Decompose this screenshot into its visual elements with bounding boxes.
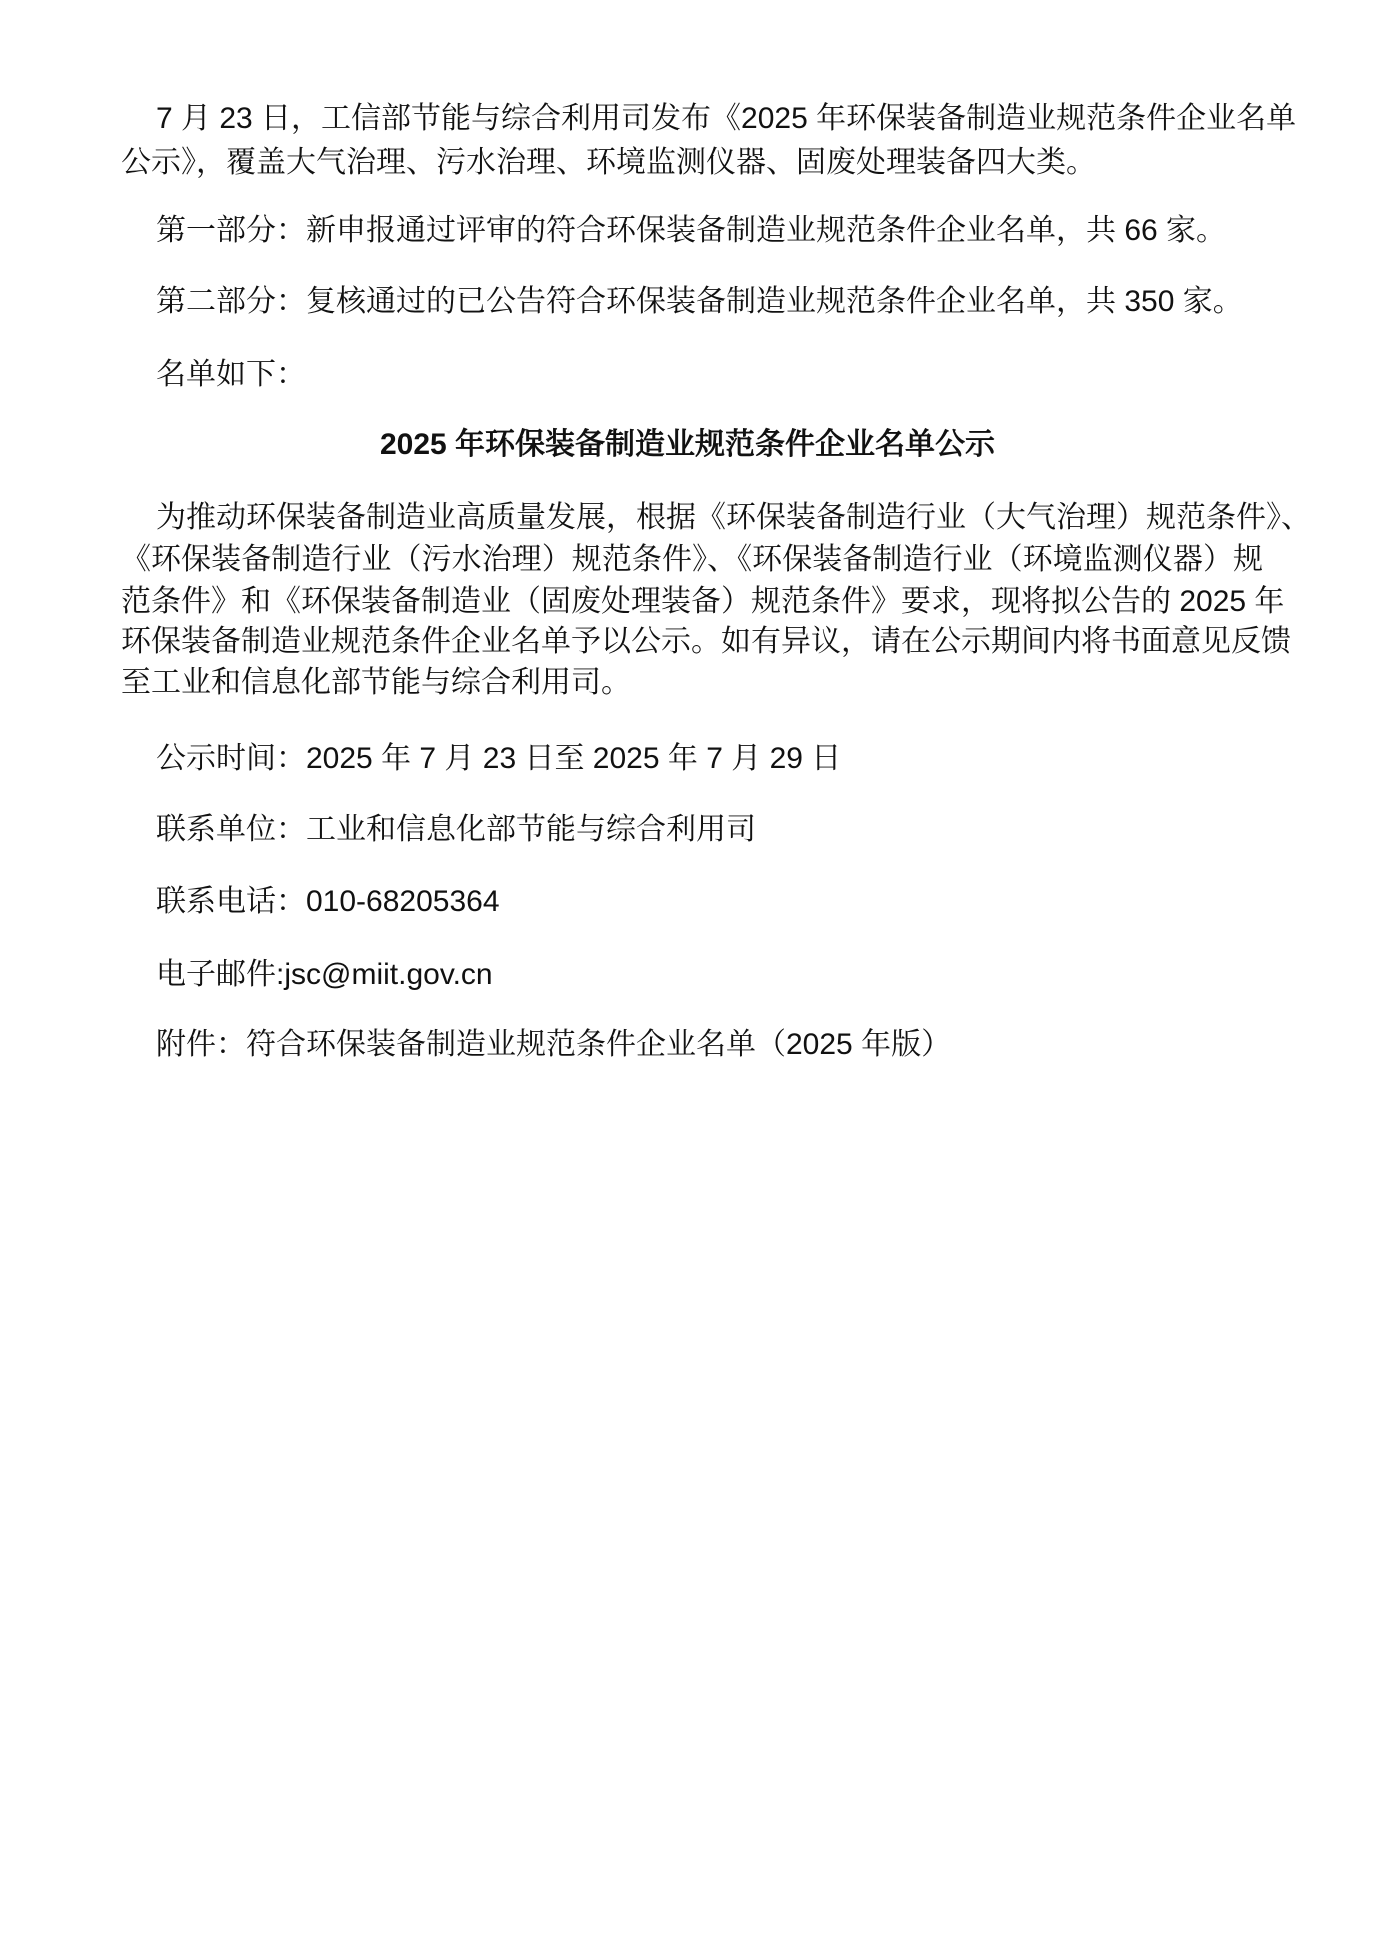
notice-line-1: 为推动环保装备制造业高质量发展，根据《环保装备制造行业（大气治理）规范条件》、 [156, 501, 1311, 534]
notice-line-2: 《环保装备制造行业（污水治理）规范条件》、《环保装备制造行业（环境监测仪器）规 [121, 543, 1263, 576]
notice-line-4: 环保装备制造业规范条件企业名单予以公示。如有异议，请在公示期间内将书面意见反馈 [121, 625, 1291, 658]
contact-unit: 联系单位：工业和信息化部节能与综合利用司 [156, 813, 756, 846]
part-two-text: 第二部分：复核通过的已公告符合环保装备制造业规范条件企业名单，共 350 家。 [156, 285, 1243, 318]
attachment-text: 附件：符合环保装备制造业规范条件企业名单（2025 年版） [156, 1028, 952, 1061]
list-intro-text: 名单如下： [156, 358, 306, 391]
intro-line-2: 公示》，覆盖大气治理、污水治理、环境监测仪器、固废处理装备四大类。 [121, 146, 1096, 179]
notice-line-5: 至工业和信息化部节能与综合利用司。 [121, 666, 631, 699]
contact-phone: 联系电话：010-68205364 [156, 885, 500, 918]
notice-line-3: 范条件》和《环保装备制造业（固废处理装备）规范条件》要求，现将拟公告的 2025 年 [121, 585, 1285, 618]
intro-line-1: 7 月 23 日，工信部节能与综合利用司发布《2025 年环保装备制造业规范条件企业名单 [156, 102, 1297, 135]
notice-period: 公示时间：2025 年 7 月 23 日至 2025 年 7 月 29 日 [156, 742, 842, 775]
part-one-text: 第一部分：新申报通过评审的符合环保装备制造业规范条件企业名单，共 66 家。 [156, 214, 1227, 247]
contact-email: 电子邮件:jsc@miit.gov.cn [156, 958, 493, 991]
notice-title: 2025 年环保装备制造业规范条件企业名单公示 [379, 428, 996, 461]
